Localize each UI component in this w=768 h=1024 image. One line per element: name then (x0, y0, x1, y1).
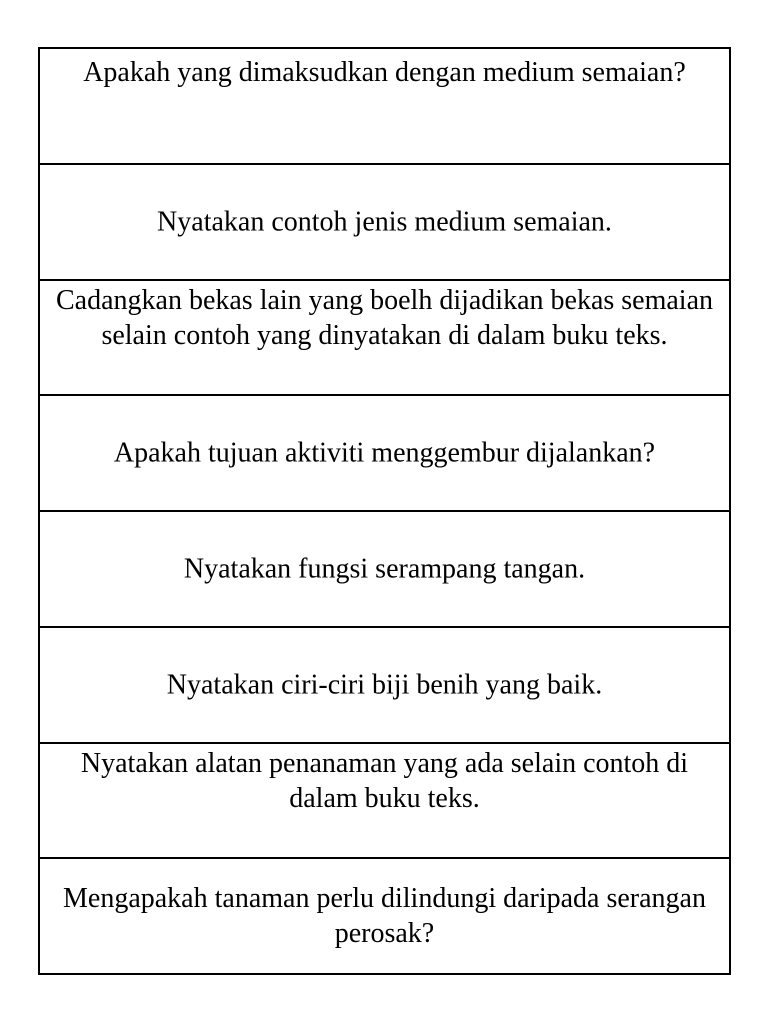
question-card (40, 281, 729, 397)
question-text: Nyatakan contoh jenis medium semaian. (157, 206, 612, 238)
question-card (40, 859, 729, 973)
question-card (40, 744, 729, 860)
question-text: Nyatakan alatan penanaman yang ada selain contoh di dalam buku teks. (80, 747, 689, 814)
question-card-table (38, 47, 731, 975)
question-text: Apakah yang dimaksudkan dengan medium semaian? (83, 57, 686, 88)
question-card (40, 165, 729, 281)
question-text: Mengapakah tanaman perlu dilindungi daripada serangan perosak? (63, 883, 706, 950)
question-card (40, 512, 729, 628)
question-text: Nyatakan fungsi serampang tangan. (183, 553, 586, 585)
question-card (40, 49, 729, 165)
question-text: Cadangkan bekas lain yang boelh dijadikan bekas semaian selain contoh yang dinyatakan di dalam buku teks. (55, 284, 713, 351)
question-card (40, 628, 729, 744)
question-text: Nyatakan ciri-ciri biji benih yang baik. (166, 669, 603, 701)
question-card (40, 396, 729, 512)
question-text: Apakah tujuan aktiviti menggembur dijalankan? (113, 437, 656, 469)
